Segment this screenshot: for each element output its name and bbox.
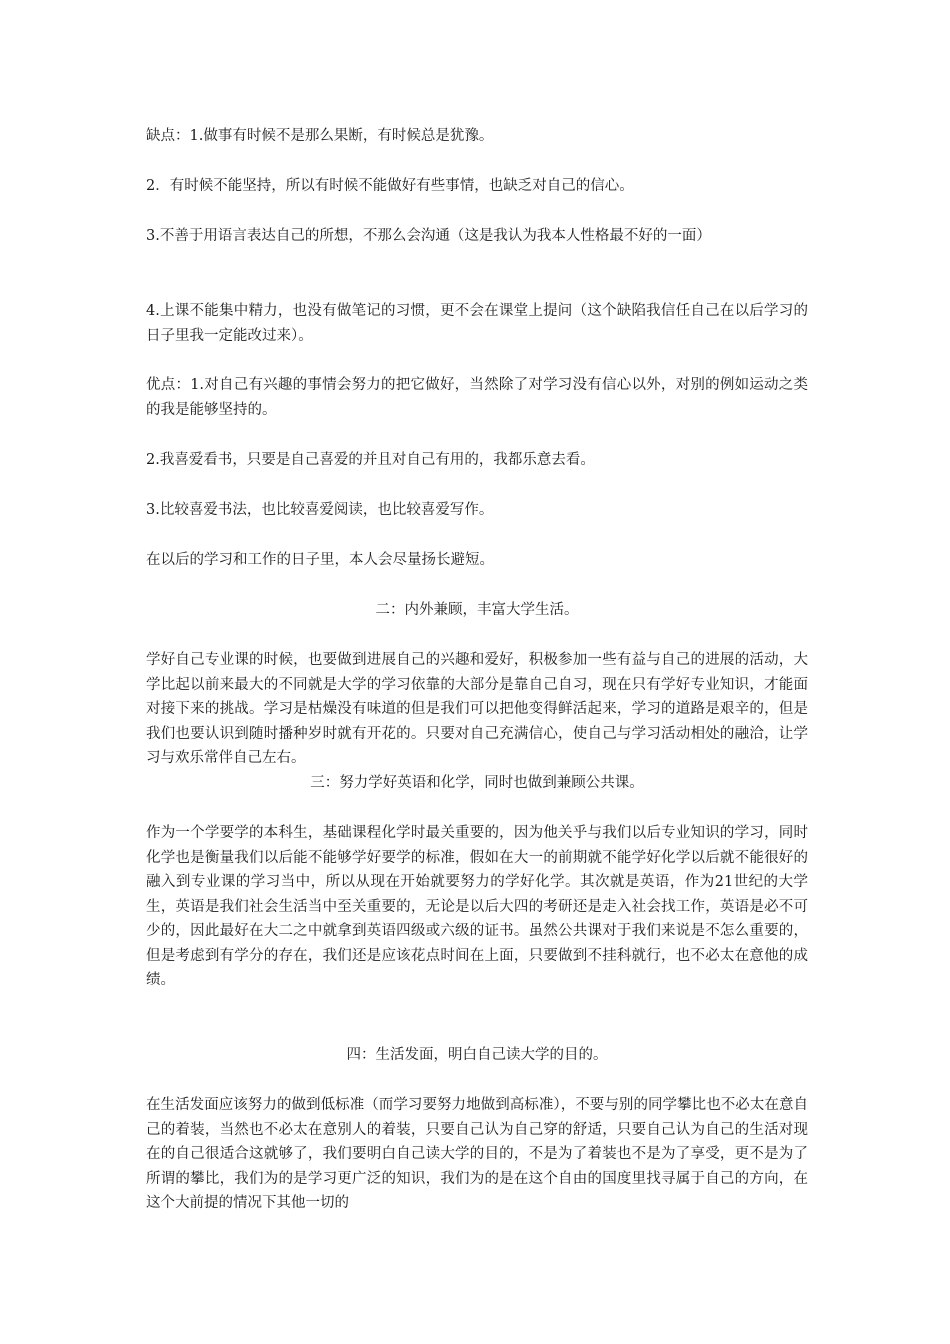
paragraph-strength-1: 优点：1.对自己有兴趣的事情会努力的把它做好，当然除了对学习没有信心以外，对别的例如运动之类的我是能够坚持的。: [146, 377, 808, 418]
paragraph-section-4: 在生活发面应该努力的做到低标准（而学习要努力地做到高标准），不要与别的同学攀比也不必太在意自己的着装，当然也不必太在意别人的着装，只要自己认为自己穿的舒适，只要自己认为自己的生活对现在的自己很适合这就够了，我们要明白自己读大学的目的，不是为了着装也不是为了享受，更不是为了所谓的攀比，我们为的是学习更广泛的知识，我们为的是在这个自由的国度里找寻属于自己的方向，在这个大前提的情况下其他一切的: [146, 1097, 808, 1211]
paragraph-weakness-3: 3.不善于用语言表达自己的所想，不那么会沟通（这是我认为我本人性格最不好的一面）: [146, 228, 711, 244]
paragraph-weakness-1: 缺点：1.做事有时候不是那么果断，有时候总是犹豫。: [146, 128, 494, 144]
paragraph-section-2: 学好自己专业课的时候，也要做到进展自己的兴趣和爱好，积极参加一些有益与自己的进展的活动，大学比起以前来最大的不同就是大学的学习依靠的大部分是靠自己自习，现在只有学好专业知识，才能面对接下来的挑战。学习是枯燥没有味道的但是我们可以把他变得鲜活起来，学习的道路是艰辛的，但是我们也要认识到随时播种岁时就有开花的。只要对自己充满信心，使自己与学习活动相处的融洽，让学习与欢乐常伴自己左右。: [146, 652, 808, 766]
paragraph-weakness-4: 4.上课不能集中精力，也没有做笔记的习惯，更不会在课堂上提问（这个缺陷我信任自己在以后学习的日子里我一定能改过来）。: [146, 303, 808, 344]
paragraph-section-3: 作为一个学要学的本科生，基础课程化学时最关重要的，因为他关乎与我们以后专业知识的学习，同时化学也是衡量我们以后能不能够学好要学的标准，假如在大一的前期就不能学好化学以后就不能很好的融入到专业课的学习当中，所以从现在开始就要努力的学好化学。其次就是英语，作为21世纪的大学生，英语是我们社会生活当中至关重要的，无论是以后大四的考研还是走入社会找工作，英语是必不可少的，因此最好在大二之中就拿到英语四级或六级的证书。虽然公共课对于我们来说是不怎么重要的，但是考虑到有学分的存在，我们还是应该花点时间在上面，只要做到不挂科就行，也不必太在意他的成绩。: [146, 825, 808, 988]
section-heading-4: 四：生活发面，明白自己读大学的目的。: [346, 1047, 608, 1063]
paragraph-summary: 在以后的学习和工作的日子里，本人会尽量扬长避短。: [146, 552, 494, 568]
section-heading-3: 三：努力学好英语和化学，同时也做到兼顾公共课。: [310, 775, 644, 791]
section-heading-2: 二：内外兼顾，丰富大学生活。: [375, 602, 579, 618]
paragraph-strength-2: 2.我喜爱看书，只要是自己喜爱的并且对自己有用的，我都乐意去看。: [146, 452, 595, 468]
paragraph-strength-3: 3.比较喜爱书法，也比较喜爱阅读，也比较喜爱写作。: [146, 502, 494, 518]
paragraph-weakness-2: 2．有时候不能坚持，所以有时候不能做好有些事情，也缺乏对自己的信心。: [146, 178, 634, 194]
